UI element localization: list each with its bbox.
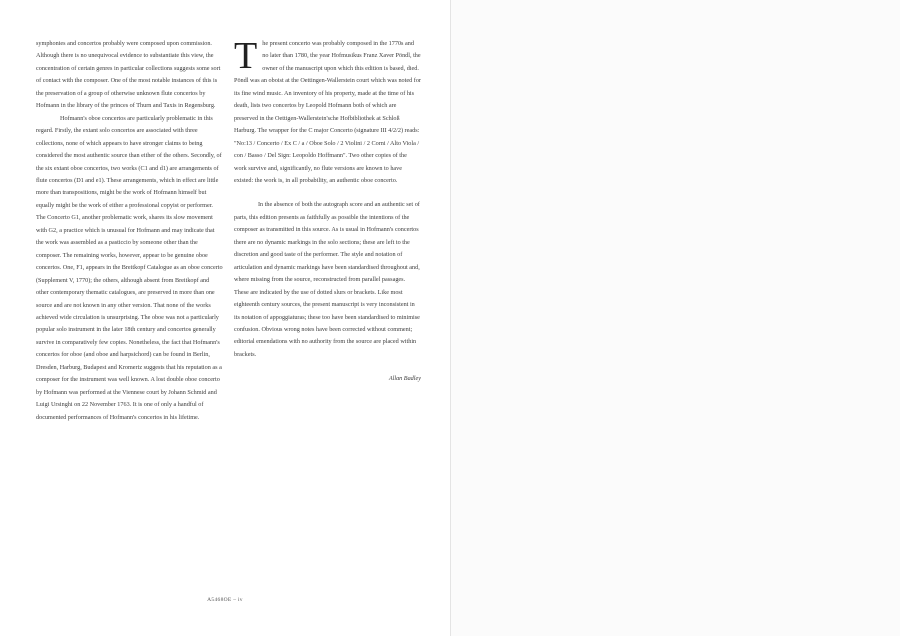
- right-column: [234, 35, 421, 386]
- signature: Allan Badley: [388, 375, 421, 383]
- right-paragraph-2: In the absence of both the autograph score and an authentic set of parts, this edition presents as faithfully as possible the intentions of the composer as transmitted in this source. As is usual in Hofmann's concertos there are no dynamic markings in the solo sections; these are left to the discretion and good taste of the performer. The style and notation of articulation and dynamic markings have been standardised throughout and, where missing from the source, reconstructed from parallel passages. These are indicated by the use of dotted slurs or brackets. Like most eighteenth century sources, the present manuscript is very inconsistent in its notation of appoggiaturas; these too have been standardised to minimise confusion. Obvious wrong notes have been corrected without comment; editorial emendations with no authority from the source are placed within brackets.: [234, 201, 420, 358]
- drop-cap: T: [234, 35, 258, 77]
- right-paragraph-1: [234, 35, 421, 187]
- left-column: [36, 38, 223, 424]
- left-paragraph-2: Hofmann's oboe concertos are particularly problematic in this regard. Firstly, the extant solo concertos are associated with three collections, none of which appears to have stronger claims to being considered the most authentic source than either of the others. Secondly, of the six extant oboe concertos, two works (C1 and d1) are arrangements of flute concertos (D1 and e1). These arrangements, which in effect are little more than transpositions, might be the work of Hofmann himself but equally might be the work of either a professional copyist or performer. The Concerto G1, another problematic work, shares its slow movement with G2, a practice which is unusual for Hofmann and may indicate that the work was assembled as a pasticcio by someone other than the composer. The remaining works, however, appear to be genuine oboe concertos. One, F1, appears in the Breitkopf Catalogue as an oboe concerto (Supplement V, 1770); the others, although absent from Breitkopf and other contemporary thematic catalogues, are preserved in more than one source and are not known in any other version. That none of the works achieved wide circulation is unsurprising. The oboe was not a particularly popular solo instrument in the later 18th century and concertos generally survive in comparatively few copies. Nonetheless, the fact that Hofmann's concertos for oboe (and oboe and harpsichord) can be found in Berlin, Dresden, Harburg, Budapest and Kromeriz suggests that his reputation as a composer for the instrument was well known. A lost double oboe concerto by Hofmann was performed at the Viennese court by Johann Schmid and Luigi Ursinghi on 22 November 1763. It is one of only a handful of documented performances of Hofmann's concertos in his lifetime.: [36, 114, 223, 421]
- right-page: [450, 0, 900, 636]
- right-paragraph-1-text: he present concerto was probably composed in the 1770s and no later than 1780, the year Hofmusikus Franz Xaver Pöndl, the owner of the manuscript upon which this edition is based, died. Pöndl was an oboist at the Oettingen-Wallerstein court which was noted for its fine wind music. An inventory of his property, made at the time of his death, lists two concertos by Leopold Hofmann both of which are preserved in the Oettigen-Wallerstein'sche Hofbibliothek at Schloß Harburg. The wrapper for the C major Concerto (signature III 4/2/2) reads: "No:13 / Concerto / Ex C / a / Oboe Solo / 2 Violini / 2 Corni / Alto Viola / con / Basso / Del Sign: Leopoldo Hoffmann". Two other copies of the work survive and, significantly, no flute versions are known to have existed: the work is, in all probability, an authentic oboe concerto.: [234, 40, 421, 184]
- page-footer: A5468OE – iv: [207, 597, 243, 603]
- left-paragraph-1: symphonies and concertos probably were composed upon commission. Although there is no unequivocal evidence to substantiate this view, the concentration of certain genres in particular collections suggests some sort of contact with the composer. One of the most notable instances of this is the preservation of a group of otherwise unknown flute concertos by Hofmann in the library of the princes of Thurn and Taxis in Regensburg.: [36, 40, 221, 110]
